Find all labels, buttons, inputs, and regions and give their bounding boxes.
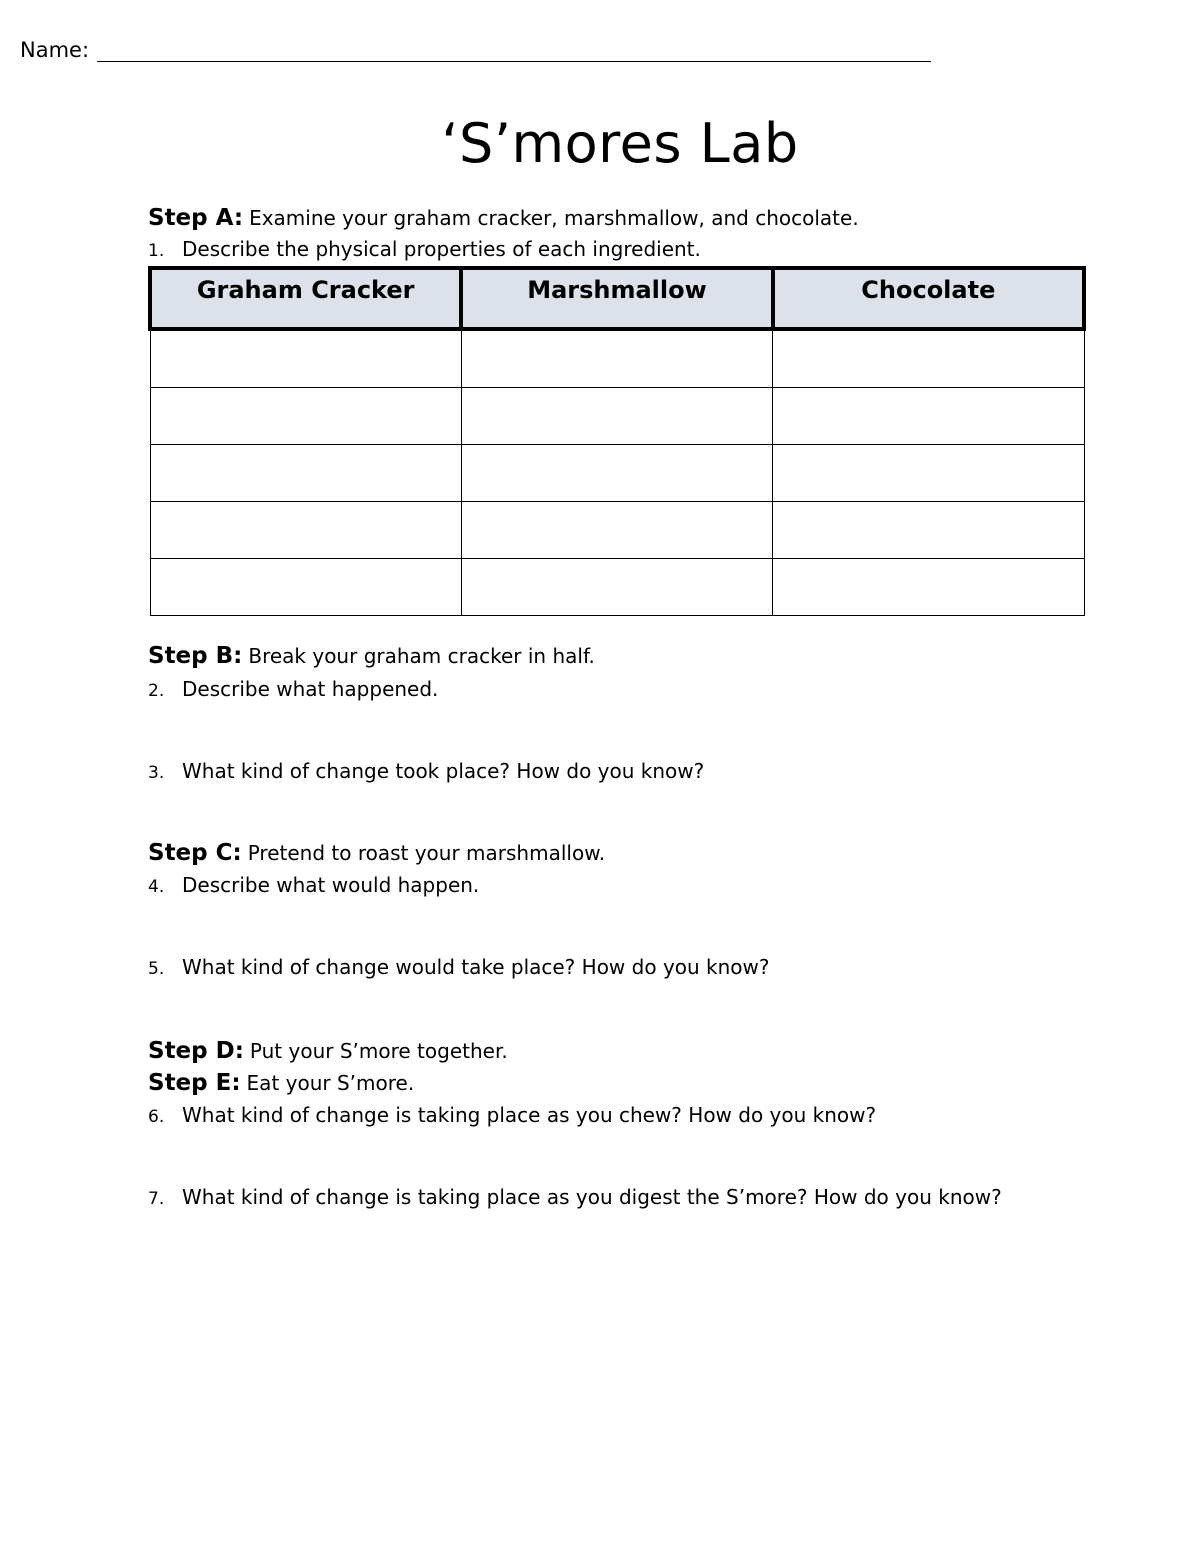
question-4 bbox=[148, 873, 479, 897]
question-text: Describe what happened. bbox=[182, 677, 439, 701]
name-field[interactable] bbox=[20, 38, 931, 62]
table-row bbox=[150, 559, 1084, 616]
question-number: 6. bbox=[148, 1107, 165, 1127]
table-cell[interactable] bbox=[773, 329, 1084, 388]
question-number: 1. bbox=[148, 241, 165, 261]
question-text: Describe what would happen. bbox=[182, 873, 480, 897]
name-blank-line[interactable] bbox=[97, 39, 931, 62]
table-cell[interactable] bbox=[150, 388, 461, 445]
question-text: What kind of change would take place? How do you know? bbox=[182, 955, 770, 979]
table-row bbox=[150, 388, 1084, 445]
step-a-label: Step A: bbox=[148, 205, 244, 231]
table-cell[interactable] bbox=[150, 445, 461, 502]
name-label: Name: bbox=[20, 38, 90, 62]
question-2 bbox=[148, 677, 438, 701]
table-cell[interactable] bbox=[150, 502, 461, 559]
step-d-label: Step D: bbox=[148, 1038, 244, 1064]
table-cell[interactable] bbox=[150, 329, 461, 388]
table-cell[interactable] bbox=[461, 388, 772, 445]
question-text: What kind of change is taking place as you chew? How do you know? bbox=[182, 1103, 877, 1127]
properties-table bbox=[148, 266, 1086, 616]
question-number: 7. bbox=[148, 1189, 165, 1209]
question-number: 3. bbox=[148, 763, 165, 783]
step-c-text: Pretend to roast your marshmallow. bbox=[247, 841, 606, 865]
step-b bbox=[148, 643, 595, 669]
table-cell[interactable] bbox=[461, 329, 772, 388]
step-a-text: Examine your graham cracker, marshmallow, and chocolate. bbox=[249, 206, 859, 230]
header-graham-cracker: Graham Cracker bbox=[150, 268, 461, 329]
question-5 bbox=[148, 955, 770, 979]
table-cell[interactable] bbox=[773, 502, 1084, 559]
question-6 bbox=[148, 1103, 876, 1127]
table-cell[interactable] bbox=[773, 559, 1084, 616]
step-c-label: Step C: bbox=[148, 840, 242, 866]
step-d-text: Put your S’more together. bbox=[249, 1039, 508, 1063]
step-c bbox=[148, 840, 605, 866]
page-title: ‘S’mores Lab bbox=[441, 112, 799, 175]
table-row bbox=[150, 445, 1084, 502]
table-cell[interactable] bbox=[461, 502, 772, 559]
table-cell[interactable] bbox=[150, 559, 461, 616]
table-cell[interactable] bbox=[773, 388, 1084, 445]
header-marshmallow: Marshmallow bbox=[461, 268, 772, 329]
question-7 bbox=[148, 1185, 1002, 1209]
table-cell[interactable] bbox=[773, 445, 1084, 502]
question-number: 2. bbox=[148, 681, 165, 701]
question-number: 4. bbox=[148, 877, 165, 897]
step-b-text: Break your graham cracker in half. bbox=[248, 644, 595, 668]
question-text: Describe the physical properties of each ingredient. bbox=[182, 237, 701, 261]
question-1 bbox=[148, 237, 701, 261]
step-d bbox=[148, 1038, 508, 1064]
table-row bbox=[150, 329, 1084, 388]
step-e-label: Step E: bbox=[148, 1070, 241, 1096]
table-cell[interactable] bbox=[461, 559, 772, 616]
step-b-label: Step B: bbox=[148, 643, 243, 669]
step-a bbox=[148, 205, 859, 231]
question-text: What kind of change is taking place as you digest the S’more? How do you know? bbox=[182, 1185, 1002, 1209]
header-chocolate: Chocolate bbox=[773, 268, 1084, 329]
question-3 bbox=[148, 759, 704, 783]
step-e bbox=[148, 1070, 414, 1096]
question-number: 5. bbox=[148, 959, 165, 979]
table-cell[interactable] bbox=[461, 445, 772, 502]
step-e-text: Eat your S’more. bbox=[246, 1071, 415, 1095]
question-text: What kind of change took place? How do you know? bbox=[182, 759, 705, 783]
table-row bbox=[150, 502, 1084, 559]
